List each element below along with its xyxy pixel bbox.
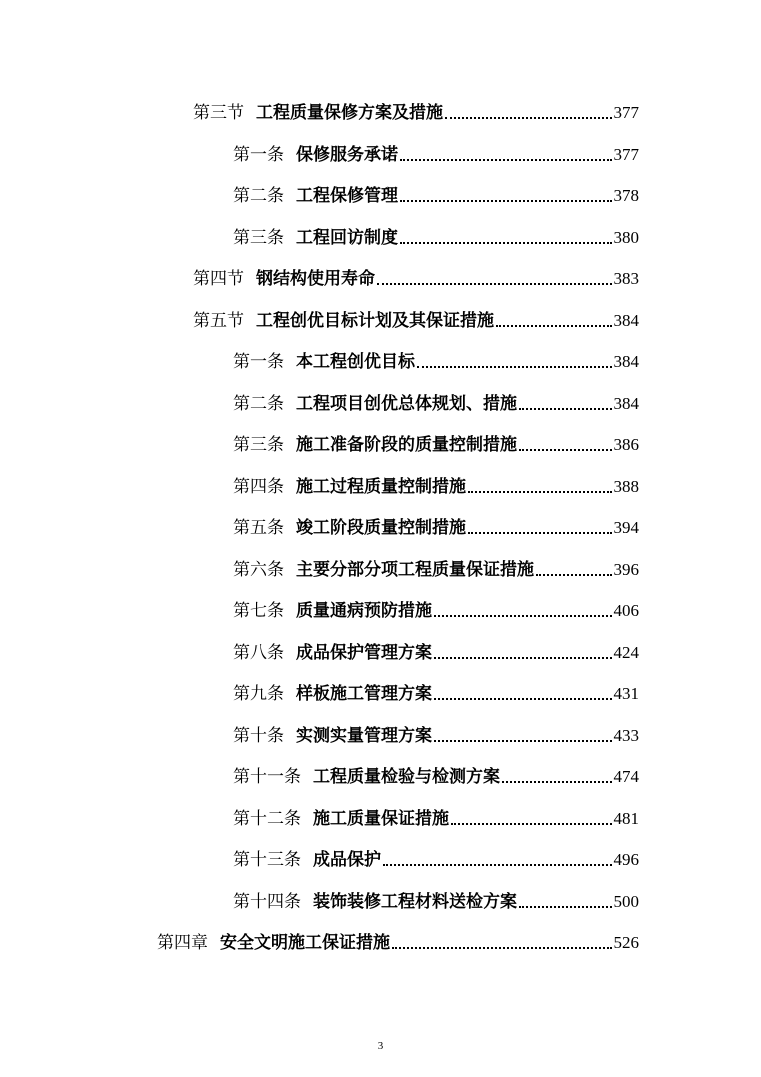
dot-leader bbox=[445, 117, 612, 119]
toc-entry-prefix: 第四节 bbox=[193, 269, 244, 289]
toc-entry-article[interactable] bbox=[233, 426, 639, 456]
dot-leader bbox=[383, 864, 612, 866]
toc-entry-article[interactable] bbox=[233, 592, 639, 622]
toc-entry-title: 本工程创优目标 bbox=[296, 352, 415, 372]
toc-entry-title: 工程项目创优总体规划、措施 bbox=[296, 394, 517, 414]
toc-entry-section[interactable] bbox=[193, 302, 639, 332]
toc-entry-page-number: 406 bbox=[613, 601, 639, 620]
toc-entry-article[interactable] bbox=[233, 883, 639, 913]
toc-entry-article[interactable] bbox=[233, 177, 639, 207]
toc-entry-article[interactable] bbox=[233, 509, 639, 539]
dot-leader bbox=[451, 823, 612, 825]
toc-entry-page-number: 394 bbox=[613, 518, 639, 537]
toc-entry-prefix: 第七条 bbox=[233, 601, 284, 621]
toc-entry-title: 钢结构使用寿命 bbox=[256, 269, 375, 289]
toc-entry-article[interactable] bbox=[233, 758, 639, 788]
toc-entry-title: 工程创优目标计划及其保证措施 bbox=[256, 311, 494, 331]
toc-entry-prefix: 第一条 bbox=[233, 145, 284, 165]
toc-entry-title: 竣工阶段质量控制措施 bbox=[296, 518, 466, 538]
toc-entry-prefix: 第十二条 bbox=[233, 809, 301, 829]
toc-entry-page-number: 388 bbox=[613, 477, 639, 496]
toc-entry-prefix: 第一条 bbox=[233, 352, 284, 372]
toc-entry-article[interactable] bbox=[233, 841, 639, 871]
toc-entry-title: 装饰装修工程材料送检方案 bbox=[313, 892, 517, 912]
toc-entry-article[interactable] bbox=[233, 385, 639, 415]
toc-entry-page-number: 377 bbox=[613, 145, 639, 164]
dot-leader bbox=[400, 200, 612, 202]
dot-leader bbox=[519, 449, 612, 451]
toc-entry-prefix: 第二条 bbox=[233, 394, 284, 414]
toc-entry-page-number: 384 bbox=[613, 352, 639, 371]
toc-entry-page-number: 433 bbox=[613, 726, 639, 745]
footer-page-number: 3 bbox=[377, 1040, 384, 1052]
toc-entry-prefix: 第五节 bbox=[193, 311, 244, 331]
dot-leader bbox=[468, 491, 612, 493]
toc-entry-chapter[interactable] bbox=[157, 924, 639, 954]
dot-leader bbox=[519, 408, 612, 410]
toc-entry-title: 成品保护 bbox=[313, 850, 381, 870]
toc-entry-article[interactable] bbox=[233, 343, 639, 373]
toc-entry-article[interactable] bbox=[233, 551, 639, 581]
dot-leader bbox=[502, 781, 612, 783]
toc-entry-title: 工程质量检验与检测方案 bbox=[313, 767, 500, 787]
toc-entry-page-number: 384 bbox=[613, 394, 639, 413]
toc-entry-title: 工程保修管理 bbox=[296, 186, 398, 206]
toc-entry-prefix: 第十四条 bbox=[233, 892, 301, 912]
toc-entry-title: 工程回访制度 bbox=[296, 228, 398, 248]
dot-leader bbox=[400, 242, 612, 244]
dot-leader bbox=[377, 283, 612, 285]
toc-entry-page-number: 386 bbox=[613, 435, 639, 454]
toc-entry-prefix: 第四章 bbox=[157, 933, 208, 953]
toc-entry-section[interactable] bbox=[193, 260, 639, 290]
toc-entry-article[interactable] bbox=[233, 717, 639, 747]
toc-entry-article[interactable] bbox=[233, 219, 639, 249]
toc-entry-page-number: 377 bbox=[613, 103, 639, 122]
dot-leader bbox=[434, 615, 612, 617]
toc-entry-prefix: 第九条 bbox=[233, 684, 284, 704]
toc-entry-page-number: 496 bbox=[613, 850, 639, 869]
toc-entry-page-number: 384 bbox=[613, 311, 639, 330]
toc-entry-prefix: 第十一条 bbox=[233, 767, 301, 787]
dot-leader bbox=[536, 574, 612, 576]
toc-entry-title: 施工质量保证措施 bbox=[313, 809, 449, 829]
toc-entry-article[interactable] bbox=[233, 468, 639, 498]
toc-entry-page-number: 431 bbox=[613, 684, 639, 703]
toc-entry-page-number: 500 bbox=[613, 892, 639, 911]
toc-entry-article[interactable] bbox=[233, 136, 639, 166]
toc-entry-page-number: 396 bbox=[613, 560, 639, 579]
toc-entry-page-number: 424 bbox=[613, 643, 639, 662]
toc-entry-article[interactable] bbox=[233, 675, 639, 705]
toc-entry-article[interactable] bbox=[233, 634, 639, 664]
toc-entry-prefix: 第四条 bbox=[233, 477, 284, 497]
toc-entry-prefix: 第十条 bbox=[233, 726, 284, 746]
dot-leader bbox=[434, 740, 612, 742]
toc-entry-title: 主要分部分项工程质量保证措施 bbox=[296, 560, 534, 580]
toc-entry-title: 安全文明施工保证措施 bbox=[220, 933, 390, 953]
toc-entry-prefix: 第十三条 bbox=[233, 850, 301, 870]
toc-entry-page-number: 383 bbox=[613, 269, 639, 288]
toc-entry-page-number: 378 bbox=[613, 186, 639, 205]
dot-leader bbox=[417, 366, 612, 368]
toc-entry-page-number: 481 bbox=[613, 809, 639, 828]
toc-entry-title: 成品保护管理方案 bbox=[296, 643, 432, 663]
toc-entry-prefix: 第五条 bbox=[233, 518, 284, 538]
toc-entry-title: 施工过程质量控制措施 bbox=[296, 477, 466, 497]
dot-leader bbox=[496, 325, 612, 327]
dot-leader bbox=[519, 906, 612, 908]
toc-entry-page-number: 380 bbox=[613, 228, 639, 247]
dot-leader bbox=[400, 159, 612, 161]
dot-leader bbox=[434, 657, 612, 659]
toc-entry-title: 工程质量保修方案及措施 bbox=[256, 103, 443, 123]
dot-leader bbox=[434, 698, 612, 700]
toc-entry-title: 保修服务承诺 bbox=[296, 145, 398, 165]
dot-leader bbox=[392, 947, 612, 949]
toc-entry-page-number: 526 bbox=[613, 933, 639, 952]
toc-entry-prefix: 第三条 bbox=[233, 435, 284, 455]
toc-entry-prefix: 第八条 bbox=[233, 643, 284, 663]
toc-entry-prefix: 第三节 bbox=[193, 103, 244, 123]
toc-entry-page-number: 474 bbox=[613, 767, 639, 786]
toc-entry-title: 样板施工管理方案 bbox=[296, 684, 432, 704]
toc-entry-prefix: 第六条 bbox=[233, 560, 284, 580]
dot-leader bbox=[468, 532, 612, 534]
toc-entry-title: 施工准备阶段的质量控制措施 bbox=[296, 435, 517, 455]
toc-entry-article[interactable] bbox=[233, 800, 639, 830]
toc-entry-prefix: 第三条 bbox=[233, 228, 284, 248]
toc-entry-title: 质量通病预防措施 bbox=[296, 601, 432, 621]
toc-entry-prefix: 第二条 bbox=[233, 186, 284, 206]
toc-entry-section[interactable] bbox=[193, 94, 639, 124]
toc-entry-title: 实测实量管理方案 bbox=[296, 726, 432, 746]
